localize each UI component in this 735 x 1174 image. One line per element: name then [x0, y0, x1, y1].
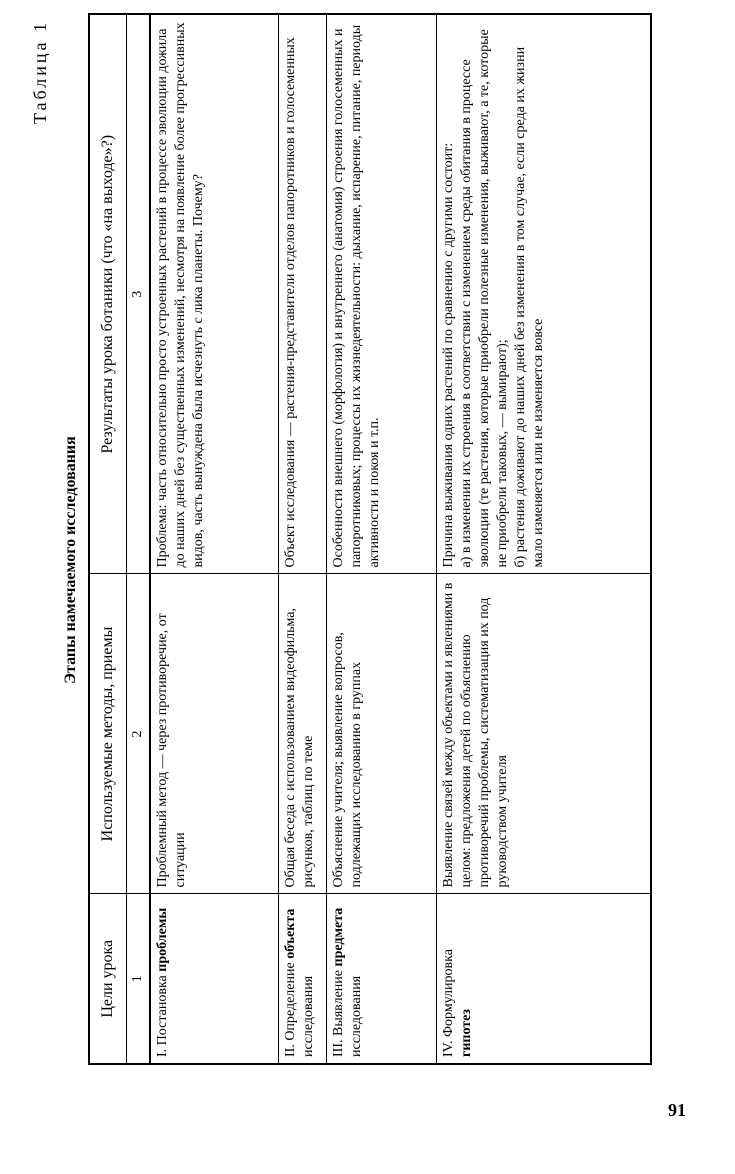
research-stages-table [88, 13, 652, 1065]
goal-cell [436, 894, 651, 1064]
column-number-row [127, 14, 151, 1064]
header-methods: Используемые методы, приемы [89, 574, 127, 894]
goal-text: III. Выявление [330, 966, 346, 1057]
goal-text: I. Постановка [155, 971, 170, 1057]
header-results: Результаты урока ботаники (что «на выходе»?) [89, 14, 127, 574]
methods-cell: Общая беседа с использованием видеофильма, рисунков, таблиц по теме [278, 574, 326, 894]
result-text: Причина выживания одних растений по сравнению с другими состоит: [440, 142, 456, 568]
page-number: 91 [668, 1100, 686, 1120]
goal-keyword: объекта [282, 908, 298, 959]
result-cell [436, 14, 651, 574]
goal-text-tail: исследования [348, 975, 364, 1057]
goal-cell [150, 894, 278, 1064]
table-row [436, 14, 651, 1064]
methods-cell: Проблемный метод — через противоречие, от ситуации [150, 574, 278, 894]
table-row [150, 14, 278, 1064]
goal-text: II. Определение [282, 958, 298, 1057]
result-cell [326, 14, 436, 574]
table-label: Таблица 1 [30, 20, 50, 124]
table-row [278, 14, 326, 1064]
column-number: 2 [127, 574, 151, 894]
column-number: 3 [127, 14, 151, 574]
header-row [89, 14, 127, 1064]
result-text: Особенности внешнего (морфология) и внутреннего (анатомия) строения голосеменных и папоротниковых; процессы их жизнедеятельности: дыхание, испарение, питание, периоды активности и покоя и т.п. [330, 24, 382, 568]
header-goals: Цели урока [89, 894, 127, 1064]
table-row [326, 14, 436, 1064]
goal-text-tail: исследования [300, 975, 316, 1057]
goal-keyword: гипотез [458, 1008, 474, 1057]
result-item-b: б) растения доживают до наших дней без изменения в том случае, если среда их жизни мало изменяется или не изменяется вовсе [512, 46, 546, 568]
goal-text: IV. Формулировка [440, 949, 456, 1057]
goal-keyword: предмета [330, 907, 346, 967]
rotated-page-content [20, 0, 700, 1120]
goal-cell [326, 894, 436, 1064]
result-cell [150, 14, 278, 574]
goal-keyword: проблемы [155, 907, 170, 972]
result-cell [278, 14, 326, 574]
methods-cell: Объяснение учителя; выявление вопросов, подлежащих исследованию в группах [326, 574, 436, 894]
goal-cell [278, 894, 326, 1064]
result-text: Объект исследования — растения-представители отделов папоротников и голосеменных [282, 37, 298, 568]
column-number: 1 [127, 894, 151, 1064]
result-item-a: а) в изменении их строения в соответствии с изменением среды обитания в процессе эволюции (те растения, которые приобрели полезные изменения, выживают, а те, которые не приобрели таковых, — вымирают); [458, 29, 510, 568]
table-caption: Этапы намечаемого исследования [62, 436, 79, 684]
result-text: Проблема: часть относительно просто устроенных растений в процессе эволюции дожила до наших дней без существенных изменений, несмотря на появление более прогрессивных видов, часть вынуждена была исчезнуть с лика планеты. Почему? [155, 22, 206, 568]
methods-cell: Выявление связей между объектами и явлениями в целом: предложения детей по объяснению противоречий проблемы, систематизация их под руководством учителя [436, 574, 651, 894]
